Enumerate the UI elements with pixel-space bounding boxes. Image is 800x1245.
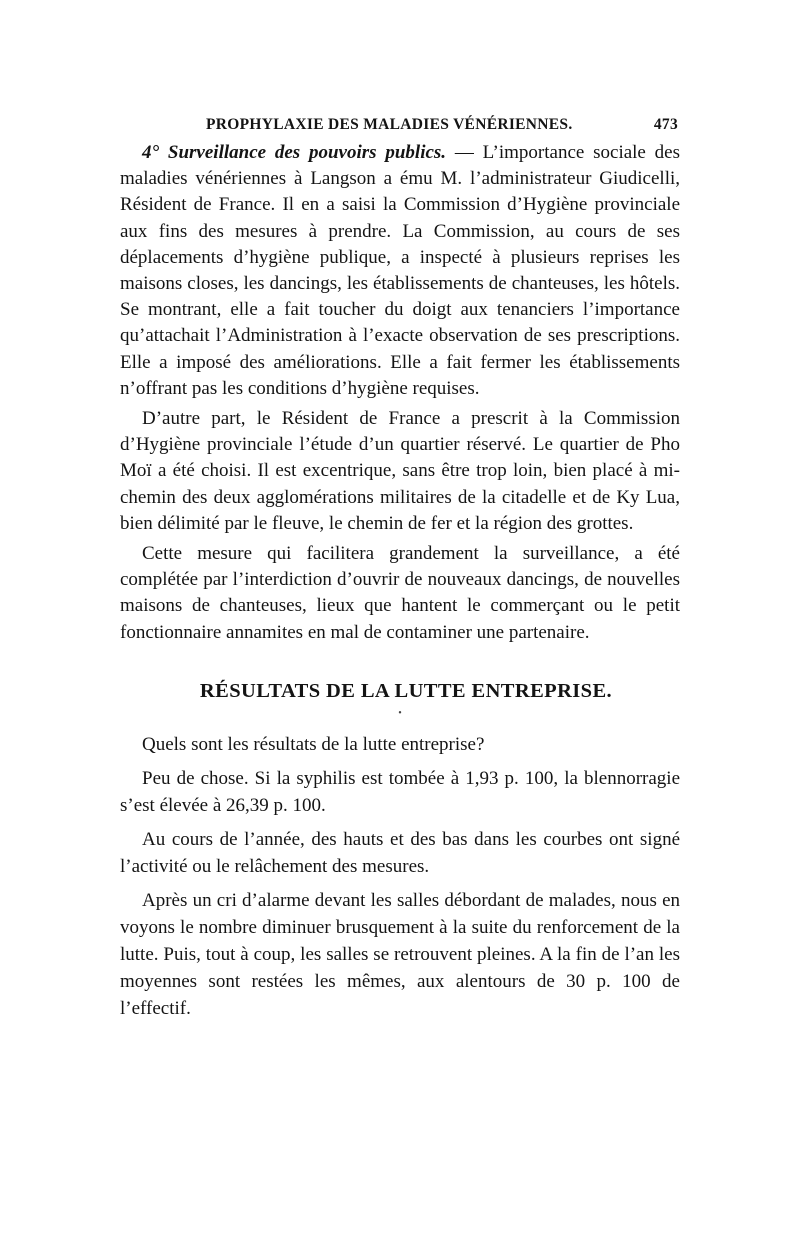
paragraph-text: — L’importance sociale des maladies vénériennes à Langson a ému M. l’administrateur Giudicelli, Résident de France. Il en a saisi la Commission d’Hygiène provinciale aux fins des mesures à prendre. La Commission, au cours de ses déplacements d’hygiène publique, a inspecté à plusieurs reprises les maisons closes, les dancings, les établissements de chanteuses, les hôtels. Se montrant, elle a fait toucher du doigt aux tenanciers l’importance qu’attachait l’Administration à l’exacte observation de ses prescriptions. Elle a imposé des améliorations. Elle a fait fermer les établissements n’offrant pas les conditions d’hygiène requises. (120, 142, 680, 399)
body-paragraph: Cette mesure qui facilitera grandement la surveillance, a été complétée par l’interdiction d’ouvrir de nouveaux dancings, de nouvelles maisons de chanteuses, lieux que hantent le commerçant ou le petit fonctionnaire annamites en mal de contaminer une partenaire. (120, 543, 680, 643)
book-page (120, 112, 680, 1029)
running-title: PROPHYLAXIE DES MALADIES VÉNÉRIENNES. (206, 116, 573, 133)
body-paragraph: Peu de chose. Si la syphilis est tombée à 1,93 p. 100, la blennorragie s’est élevée à 26,39 p. 100. (120, 767, 680, 816)
heading-ornament: • (398, 707, 402, 719)
surveillance-section (120, 140, 680, 646)
paragraph-lead: 4° Surveillance des pouvoirs publics. (142, 142, 447, 163)
page-number: 473 (653, 116, 678, 133)
body-paragraph (120, 140, 680, 402)
section-heading: RÉSULTATS DE LA LUTTE ENTREPRISE. (199, 679, 613, 702)
body-paragraph: Quels sont les résultats de la lutte entreprise? (142, 733, 485, 755)
body-paragraph: D’autre part, le Résident de France a prescrit à la Commission d’Hygiène provinciale l’étude d’un quartier réservé. Le quartier de Pho Moï a été choisi. Il est excentrique, sans être trop loin, bien placé à mi-chemin des deux agglomérations militaires de la citadelle et de Ky Lua, bien délimité par le fleuve, le chemin de fer et la région des grottes. (120, 408, 680, 534)
results-section (120, 680, 680, 1022)
running-head (120, 112, 680, 140)
body-paragraph: Au cours de l’année, des hauts et des bas dans les courbes ont signé l’activité ou le relâchement des mesures. (120, 828, 680, 877)
body-paragraph: Après un cri d’alarme devant les salles débordant de malades, nous en voyons le nombre diminuer brusquement à la suite du renforcement de la lutte. Puis, tout à coup, les salles se retrouvent pleines. A la fin de l’an les moyennes sont restées les mêmes, aux alentours de 30 p. 100 de l’effectif. (120, 889, 680, 1019)
